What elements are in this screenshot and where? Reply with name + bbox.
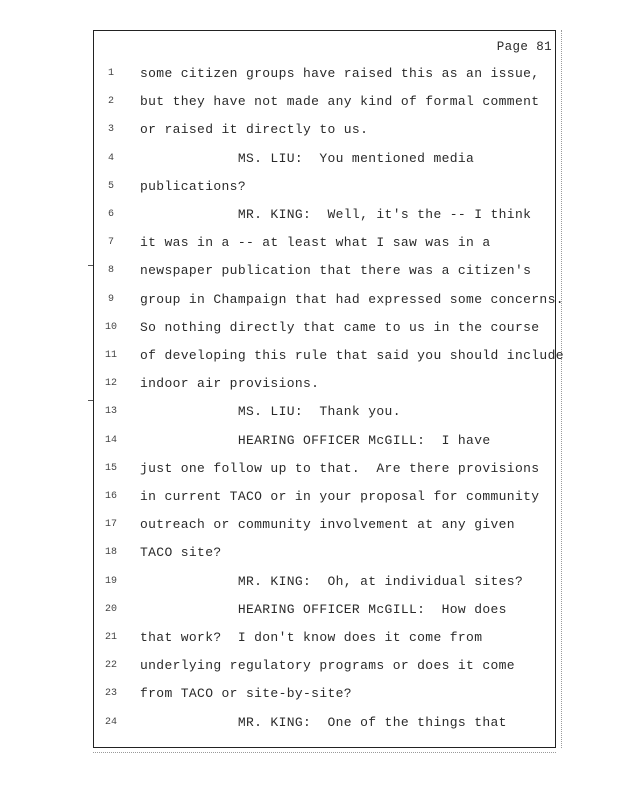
line-number: 16 xyxy=(104,491,117,502)
left-margin-tick xyxy=(88,400,93,401)
line-number: 23 xyxy=(104,688,117,700)
transcript-line xyxy=(100,572,552,592)
transcript-line xyxy=(100,318,552,338)
transcript-line xyxy=(100,431,552,451)
transcript-line xyxy=(100,374,552,394)
line-text: outreach or community involvement at any given xyxy=(140,517,515,533)
line-text: that work? I don't know does it come from xyxy=(140,630,483,645)
line-number: 3 xyxy=(107,124,114,136)
line-number: 11 xyxy=(104,350,117,361)
transcript-line xyxy=(100,402,552,422)
line-number: 12 xyxy=(104,378,117,390)
transcript-line xyxy=(100,515,552,535)
line-number: 15 xyxy=(104,462,117,474)
line-number: 1 xyxy=(107,68,114,79)
transcript-line xyxy=(100,684,552,704)
line-number: 20 xyxy=(104,603,117,615)
line-text: it was in a -- at least what I saw was in a xyxy=(140,235,491,251)
transcript-line xyxy=(100,177,552,197)
transcript-line xyxy=(100,92,552,112)
line-text: of developing this rule that said you should include xyxy=(140,348,564,363)
line-text: just one follow up to that. Are there provisions xyxy=(140,460,540,476)
line-number: 7 xyxy=(107,237,114,249)
line-text: MR. KING: Oh, at individual sites? xyxy=(140,573,524,589)
transcript-line xyxy=(100,459,552,479)
line-number: 8 xyxy=(107,265,114,277)
line-number: 10 xyxy=(104,321,117,333)
transcript-line xyxy=(100,64,552,84)
line-number: 6 xyxy=(107,209,114,220)
line-number: 5 xyxy=(107,180,114,192)
left-margin-tick xyxy=(88,265,93,266)
line-text: group in Champaign that had expressed some concerns. xyxy=(140,291,564,307)
transcript-line xyxy=(100,628,552,648)
line-number: 9 xyxy=(107,293,114,305)
transcript-line xyxy=(100,290,564,310)
line-text: MR. KING: One of the things that xyxy=(140,714,507,730)
line-text: MR. KING: Well, it's the -- I think xyxy=(140,207,532,222)
line-number: 2 xyxy=(107,96,114,108)
line-text: underlying regulatory programs or does it come xyxy=(140,658,515,674)
transcript-line xyxy=(100,120,552,140)
line-text: HEARING OFFICER McGILL: I have xyxy=(140,432,491,448)
right-margin-rule xyxy=(561,30,562,748)
line-number: 18 xyxy=(104,547,117,559)
line-number: 24 xyxy=(104,716,117,728)
line-text: or raised it directly to us. xyxy=(140,122,369,138)
transcript-line xyxy=(100,600,552,620)
line-number: 21 xyxy=(104,632,117,643)
transcript-line xyxy=(100,656,552,676)
transcript-line xyxy=(100,713,552,733)
line-text: MS. LIU: You mentioned media xyxy=(140,150,475,166)
line-text: in current TACO or in your proposal for community xyxy=(140,489,540,504)
line-text: newspaper publication that there was a citizen's xyxy=(140,263,532,279)
line-text: TACO site? xyxy=(140,545,222,561)
line-text: indoor air provisions. xyxy=(140,376,320,392)
line-number: 4 xyxy=(107,152,114,164)
line-text: some citizen groups have raised this as an issue, xyxy=(140,66,540,81)
transcript-line xyxy=(100,261,552,281)
line-text: So nothing directly that came to us in the course xyxy=(140,319,540,335)
line-number: 14 xyxy=(104,434,117,446)
transcript-line xyxy=(100,149,552,169)
transcript-line xyxy=(100,205,552,225)
transcript-line xyxy=(100,233,552,253)
line-text: HEARING OFFICER McGILL: How does xyxy=(140,601,507,617)
line-number: 22 xyxy=(104,660,117,672)
line-number: 17 xyxy=(104,519,117,531)
line-text: from TACO or site-by-site? xyxy=(140,686,352,702)
line-text: publications? xyxy=(140,178,246,194)
page-number: Page 81 xyxy=(496,40,552,54)
line-number: 13 xyxy=(104,406,117,418)
line-text: but they have not made any kind of formal comment xyxy=(140,94,540,110)
transcript-line xyxy=(100,487,552,507)
line-number: 19 xyxy=(104,575,117,587)
transcript-line xyxy=(100,543,552,563)
bottom-margin-rule xyxy=(93,752,556,753)
line-text: MS. LIU: Thank you. xyxy=(140,404,401,420)
transcript-line xyxy=(100,346,564,366)
